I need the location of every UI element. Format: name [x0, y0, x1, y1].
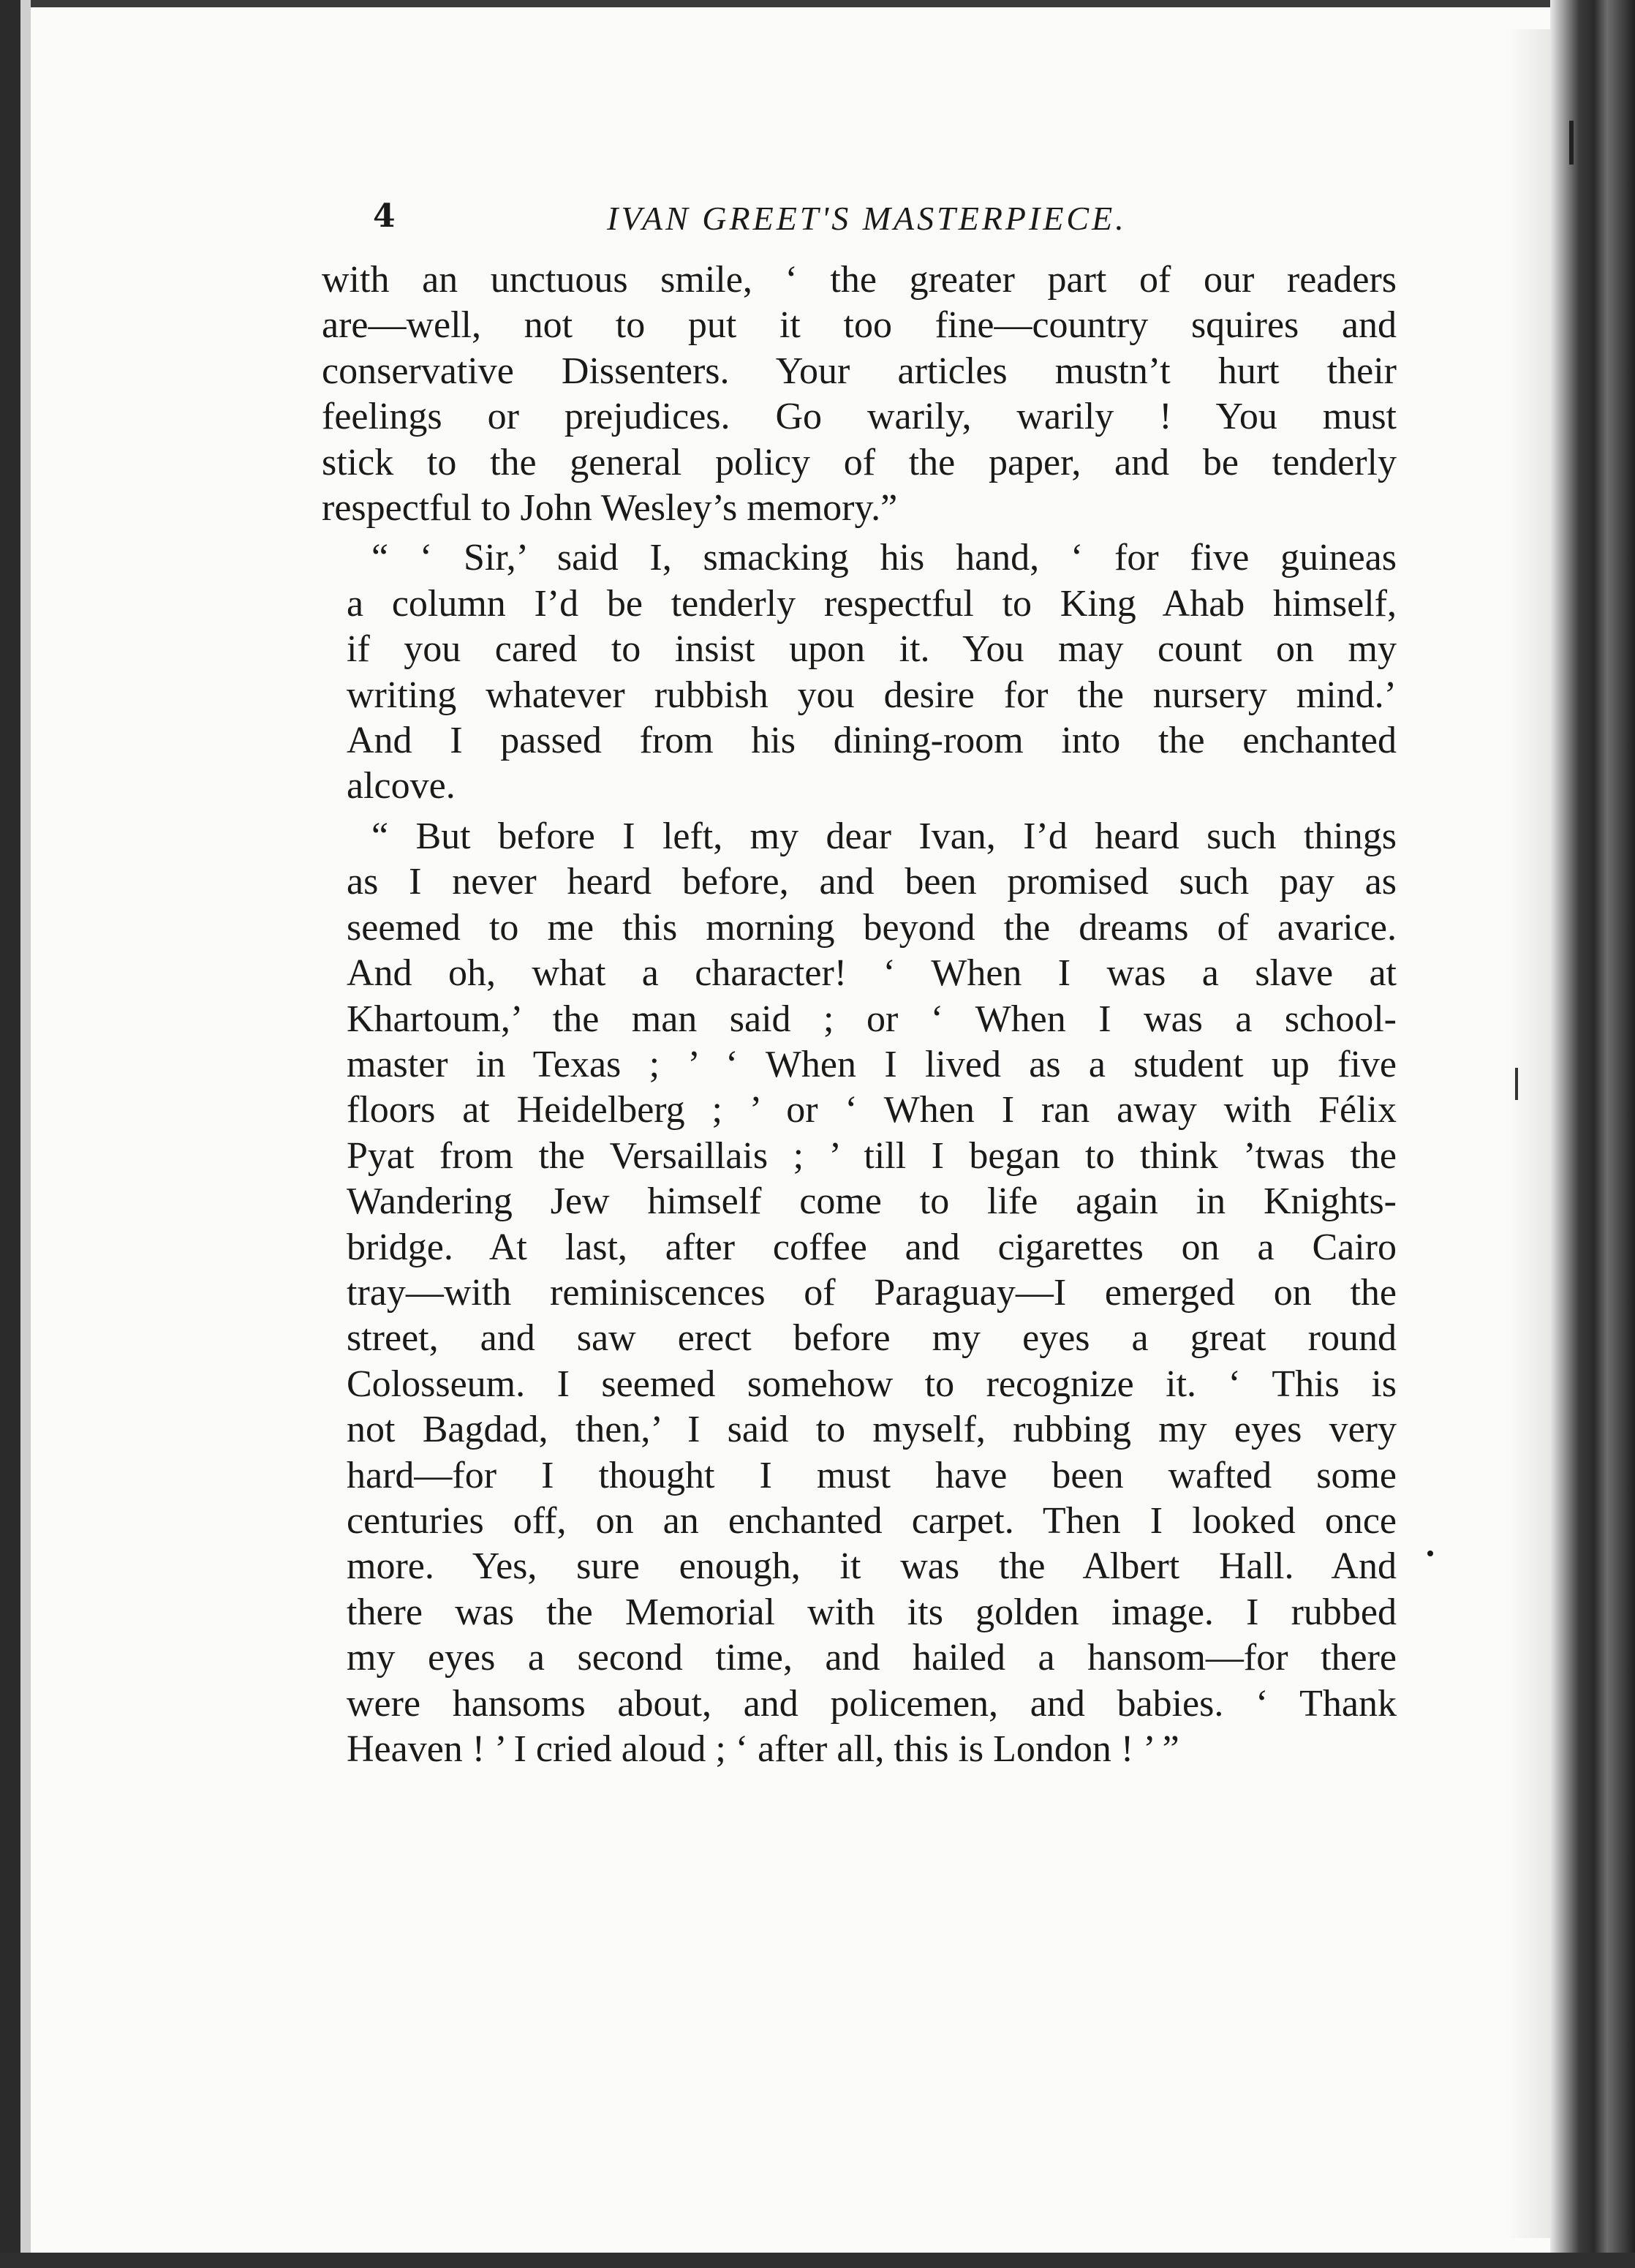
text-line: with an unctuous smile, ‘ the greater part of our readers [322, 259, 1397, 301]
text-line: not Bagdad, then,’ I said to myself, rubbing my eyes very [347, 1409, 1397, 1451]
scan-artifact-mark [1569, 121, 1574, 165]
text-line: alcove. [347, 765, 456, 807]
scan-artifact-mark [1515, 1068, 1518, 1100]
text-line: respectful to John Wesley’s memory.” [322, 487, 898, 530]
paragraph [322, 814, 1397, 1773]
paragraph [322, 535, 1397, 809]
text-line: tray—with reminiscences of Paraguay—I emerged on the [347, 1271, 1397, 1314]
page-curve-shadow [1506, 29, 1550, 2238]
running-head [322, 183, 1397, 241]
text-line: my eyes a second time, and hailed a hansom—for there [347, 1637, 1397, 1679]
text-line: were hansoms about, and policemen, and babies. ‘ Thank [347, 1682, 1397, 1725]
text-line: master in Texas ; ’ ‘ When I lived as a student up five [347, 1043, 1397, 1085]
text-line: “ ‘ Sir,’ said I, smacking his hand, ‘ for five guineas [371, 537, 1397, 579]
text-line: are—well, not to put it too fine—country squires and [322, 304, 1397, 347]
text-line: Khartoum,’ the man said ; or ‘ When I was a school- [347, 998, 1397, 1040]
body-text [322, 257, 1397, 1772]
text-line: a column I’d be tenderly respectful to King Ahab himself, [347, 582, 1397, 625]
book-edge [1550, 0, 1635, 2268]
text-line: more. Yes, sure enough, it was the Albert Hall. And [347, 1545, 1397, 1588]
text-line: feelings or prejudices. Go warily, warily ! You must [322, 396, 1397, 438]
text-line: Colosseum. I seemed somehow to recognize it. ‘ This is [347, 1363, 1397, 1405]
text-line: And oh, what a character! ‘ When I was a slave at [347, 952, 1397, 995]
text-line: there was the Memorial with its golden image. I rubbed [347, 1591, 1397, 1633]
text-line: Pyat from the Versaillais ; ’ till I began to think ’twas the [347, 1134, 1397, 1177]
text-line: hard—for I thought I must have been wafted some [347, 1454, 1397, 1496]
scan-artifact-speck [1427, 1551, 1433, 1556]
text-line: if you cared to insist upon it. You may count on my [347, 628, 1397, 671]
paragraph [322, 257, 1397, 531]
text-line: seemed to me this morning beyond the dreams of avarice. [347, 906, 1397, 949]
running-title: IVAN GREET'S MASTERPIECE. [607, 200, 1127, 237]
scan-left-margin-shadow [20, 0, 31, 2268]
text-line: writing whatever rubbish you desire for the nursery mind.’ [347, 674, 1397, 716]
scan-top-border [0, 0, 1635, 7]
text-line: “ But before I left, my dear Ivan, I’d heard such things [371, 815, 1397, 857]
scan-left-border [0, 0, 20, 2268]
scan-bottom-border [0, 2253, 1635, 2268]
text-line: street, and saw erect before my eyes a great round [347, 1317, 1397, 1360]
page-number: 4 [373, 197, 396, 235]
text-line: Heaven ! ’ I cried aloud ; ‘ after all, this is London ! ’ ” [347, 1728, 1179, 1770]
text-line: as I never heard before, and been promised such pay as [347, 861, 1397, 903]
text-line: floors at Heidelberg ; ’ or ‘ When I ran away with Félix [347, 1089, 1397, 1131]
text-line: bridge. At last, after coffee and cigarettes on a Cairo [347, 1226, 1397, 1268]
text-line: centuries off, on an enchanted carpet. Then I looked once [347, 1499, 1397, 1542]
text-line: stick to the general policy of the paper, and be tenderly [322, 441, 1397, 483]
book-page [322, 183, 1397, 1865]
text-line: And I passed from his dining-room into the enchanted [347, 720, 1397, 762]
text-line: Wandering Jew himself come to life again in Knights- [347, 1180, 1397, 1223]
text-line: conservative Dissenters. Your articles mustn’t hurt their [322, 350, 1397, 392]
